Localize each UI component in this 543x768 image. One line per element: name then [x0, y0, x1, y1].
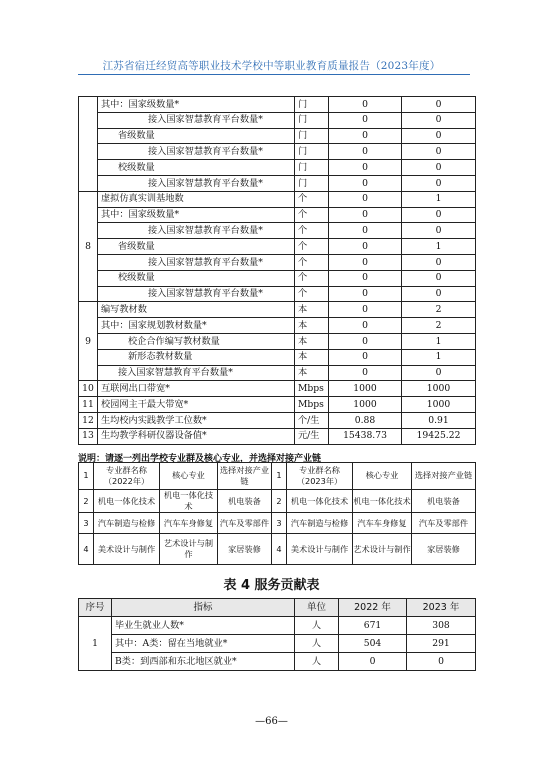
group-row	[79, 534, 476, 565]
group-name: 美术设计与制作	[94, 534, 160, 565]
table-row	[79, 160, 476, 176]
row-unit: 个	[295, 223, 329, 239]
group-name: 汽车制造与检修	[94, 513, 160, 534]
row-number: 9	[79, 302, 98, 381]
row-number: 11	[79, 397, 98, 413]
group-no: 3	[79, 513, 94, 534]
row-value-2022: 0	[329, 112, 402, 128]
group-core: 汽车车身修复	[160, 513, 218, 534]
group-header-core-1: 核心专业	[160, 463, 218, 490]
table-row	[79, 365, 476, 381]
group-no: 3	[272, 513, 287, 534]
row-indicator: 接入国家智慧教育平台数量*	[98, 286, 295, 302]
row-value-2022: 15438.73	[329, 428, 402, 444]
report-header: 江苏省宿迁经贸高等职业技术学校中等职业教育质量报告（2023年度）	[102, 60, 441, 72]
row-unit: 个	[295, 254, 329, 270]
group-chain: 汽车及零部件	[412, 513, 476, 534]
row-value-2023: 0	[402, 144, 476, 160]
row-indicator: 接入国家智慧教育平台数量*	[98, 254, 295, 270]
row-value-2022: 0	[329, 239, 402, 255]
group-chain: 机电装备	[218, 490, 272, 513]
row-number	[79, 97, 98, 192]
row-number: 12	[79, 412, 98, 428]
row-value-2023: 0	[402, 365, 476, 381]
group-core: 汽车车身修复	[353, 513, 412, 534]
row-value-2022: 0	[329, 318, 402, 334]
row-value-2022: 0	[329, 286, 402, 302]
row-indicator: 接入国家智慧教育平台数量*	[98, 144, 295, 160]
row-unit: 个	[295, 270, 329, 286]
row-unit: 个	[295, 191, 329, 207]
row-value-2023: 0	[402, 175, 476, 191]
table-row	[79, 128, 476, 144]
row-value-2022: 1000	[329, 397, 402, 413]
row-value-2023: 0	[402, 97, 476, 113]
row-value-2023: 1	[402, 239, 476, 255]
row-2022: 671	[339, 617, 407, 635]
row-unit: 门	[295, 128, 329, 144]
table-row	[79, 223, 476, 239]
group-core: 机电一体化技术	[353, 490, 412, 513]
group-chain: 家居装修	[412, 534, 476, 565]
group-chain: 机电装备	[412, 490, 476, 513]
row-value-2023: 0	[402, 160, 476, 176]
row-unit: 本	[295, 318, 329, 334]
row-value-2022: 0	[329, 207, 402, 223]
row-2022: 504	[339, 635, 407, 653]
table-row	[79, 381, 476, 397]
table-row	[79, 144, 476, 160]
row-value-2023: 1	[402, 333, 476, 349]
row-value-2023: 0	[402, 223, 476, 239]
row-value-2023: 0	[402, 128, 476, 144]
table-row	[79, 239, 476, 255]
row-unit: 本	[295, 333, 329, 349]
row-2023: 291	[407, 635, 476, 653]
row-value-2022: 0	[329, 128, 402, 144]
row-unit: 本	[295, 365, 329, 381]
table-row	[79, 333, 476, 349]
row-indicator: 接入国家智慧教育平台数量*	[98, 175, 295, 191]
row-value-2023: 1	[402, 349, 476, 365]
row-unit: 门	[295, 175, 329, 191]
row-unit: 个	[295, 286, 329, 302]
row-indicator: 接入国家智慧教育平台数量*	[98, 365, 295, 381]
row-indicator: 新形态教材数量	[98, 349, 295, 365]
row-unit: Mbps	[295, 397, 329, 413]
table-row	[79, 302, 476, 318]
table-note: 说明：请逐一列出学校专业群及核心专业，并选择对接产业链	[78, 454, 322, 464]
table-row	[79, 397, 476, 413]
row-unit: 人	[295, 653, 339, 671]
row-value-2023: 1	[402, 191, 476, 207]
group-header-name-2022: 专业群名称（2022年）	[94, 463, 160, 490]
table-row	[79, 112, 476, 128]
group-no: 4	[272, 534, 287, 565]
table-row	[79, 318, 476, 334]
row-value-2023: 0	[402, 207, 476, 223]
table4-title: 表 4 服务贡献表	[223, 578, 320, 593]
group-row	[79, 490, 476, 513]
group-header-no-2: 1	[272, 463, 287, 490]
table-row	[79, 97, 476, 113]
group-row	[79, 513, 476, 534]
row-value-2023: 0.91	[402, 412, 476, 428]
group-core: 艺术设计与制作	[353, 534, 412, 565]
row-number: 8	[79, 191, 98, 302]
row-2023: 0	[407, 653, 476, 671]
group-name: 机电一体化技术	[287, 490, 353, 513]
row-indicator: 接入国家智慧教育平台数量*	[98, 112, 295, 128]
row-value-2022: 0	[329, 175, 402, 191]
group-header-row	[79, 463, 476, 490]
table-row	[79, 207, 476, 223]
row-indicator: 接入国家智慧教育平台数量*	[98, 223, 295, 239]
row-indicator: 校级数量	[98, 270, 295, 286]
row-value-2022: 0	[329, 223, 402, 239]
row-number: 10	[79, 381, 98, 397]
row-value-2022: 0	[329, 160, 402, 176]
group-header-chain-2: 选择对接产业链	[412, 463, 476, 490]
group-name: 机电一体化技术	[94, 490, 160, 513]
table4-row	[79, 635, 476, 653]
row-indicator: B类：到西部和东北地区就业*	[112, 653, 295, 671]
header-rule	[78, 74, 470, 75]
header-no: 序号	[79, 599, 112, 617]
header-indicator: 指标	[112, 599, 295, 617]
row-unit: 门	[295, 97, 329, 113]
table-row	[79, 191, 476, 207]
row-unit: 人	[295, 617, 339, 635]
table4-row	[79, 617, 476, 635]
table-row	[79, 428, 476, 444]
group-no: 2	[79, 490, 94, 513]
row-indicator: 其中：国家级数量*	[98, 97, 295, 113]
row-value-2023: 0	[402, 112, 476, 128]
indicator-table	[78, 96, 476, 445]
table-row	[79, 270, 476, 286]
header-unit: 单位	[295, 599, 339, 617]
row-indicator: 校园网主干最大带宽*	[98, 397, 295, 413]
row-value-2022: 0	[329, 97, 402, 113]
row-number: 13	[79, 428, 98, 444]
row-unit: 人	[295, 635, 339, 653]
row-indicator: 省级数量	[98, 128, 295, 144]
group-header-chain-1: 选择对接产业链	[218, 463, 272, 490]
table-row	[79, 349, 476, 365]
row-indicator: 其中：A类：留在当地就业*	[112, 635, 295, 653]
row-value-2022: 0	[329, 333, 402, 349]
row-unit: 本	[295, 302, 329, 318]
group-name: 汽车制造与检修	[287, 513, 353, 534]
table-row	[79, 412, 476, 428]
table-row	[79, 254, 476, 270]
row-unit: 门	[295, 160, 329, 176]
row-value-2022: 0	[329, 349, 402, 365]
group-no: 2	[272, 490, 287, 513]
row-unit: 元/生	[295, 428, 329, 444]
table4-row	[79, 653, 476, 671]
row-value-2023: 2	[402, 302, 476, 318]
table4-header-row	[79, 599, 476, 617]
group-header-name-2023: 专业群名称（2023年）	[287, 463, 353, 490]
row-indicator: 生均校内实践教学工位数*	[98, 412, 295, 428]
row-unit: 个	[295, 239, 329, 255]
row-value-2022: 0	[329, 365, 402, 381]
row-indicator: 编写教材数	[98, 302, 295, 318]
row-unit: 个/生	[295, 412, 329, 428]
row-value-2023: 1000	[402, 381, 476, 397]
table-row	[79, 286, 476, 302]
row-indicator: 校级数量	[98, 160, 295, 176]
row-value-2022: 0	[329, 254, 402, 270]
row-unit: Mbps	[295, 381, 329, 397]
row-value-2023: 0	[402, 270, 476, 286]
row-unit: 门	[295, 144, 329, 160]
row-value-2023: 0	[402, 286, 476, 302]
row-indicator: 生均教学科研仪器设备值*	[98, 428, 295, 444]
row-value-2022: 0.88	[329, 412, 402, 428]
service-contribution-table	[78, 598, 476, 671]
row-unit: 个	[295, 207, 329, 223]
row-indicator: 其中：国家级数量*	[98, 207, 295, 223]
row-indicator: 其中：国家规划教材数量*	[98, 318, 295, 334]
header-2023: 2023 年	[407, 599, 476, 617]
row-2023: 308	[407, 617, 476, 635]
row-indicator: 毕业生就业人数*	[112, 617, 295, 635]
row-indicator: 省级数量	[98, 239, 295, 255]
row-value-2023: 0	[402, 254, 476, 270]
group-name: 美术设计与制作	[287, 534, 353, 565]
header-2022: 2022 年	[339, 599, 407, 617]
group-chain: 家居装修	[218, 534, 272, 565]
row-unit: 门	[295, 112, 329, 128]
table-row	[79, 175, 476, 191]
row-value-2022: 1000	[329, 381, 402, 397]
group-header-no-1: 1	[79, 463, 94, 490]
row-indicator: 互联网出口带宽*	[98, 381, 295, 397]
group-core: 艺术设计与制作	[160, 534, 218, 565]
row-value-2023: 19425.22	[402, 428, 476, 444]
professional-group-table	[78, 462, 476, 565]
row-2022: 0	[339, 653, 407, 671]
row-indicator: 虚拟仿真实训基地数	[98, 191, 295, 207]
row-value-2023: 2	[402, 318, 476, 334]
group-chain: 汽车及零部件	[218, 513, 272, 534]
group-core: 机电一体化技术	[160, 490, 218, 513]
row-no: 1	[79, 617, 112, 671]
row-value-2023: 1000	[402, 397, 476, 413]
row-indicator: 校企合作编写教材数量	[98, 333, 295, 349]
row-value-2022: 0	[329, 144, 402, 160]
row-value-2022: 0	[329, 270, 402, 286]
group-header-core-2: 核心专业	[353, 463, 412, 490]
group-no: 4	[79, 534, 94, 565]
row-value-2022: 0	[329, 191, 402, 207]
row-value-2022: 0	[329, 302, 402, 318]
page-number: —66—	[255, 716, 288, 727]
row-unit: 本	[295, 349, 329, 365]
